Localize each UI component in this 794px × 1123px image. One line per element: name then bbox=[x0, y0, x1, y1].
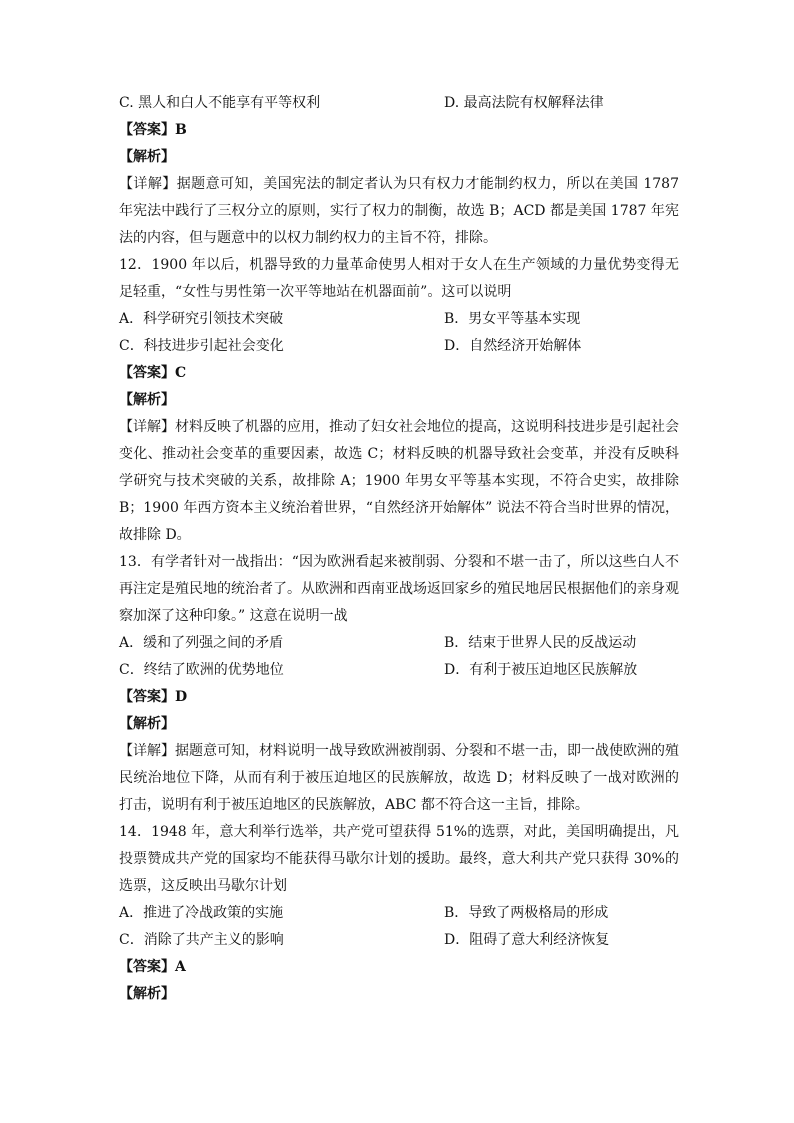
analysis-label: 【解析】 bbox=[119, 149, 175, 165]
option-d: D. 最高法院有权解释法律 bbox=[444, 95, 604, 111]
answer-line: 【答案】D bbox=[119, 689, 188, 705]
options-row bbox=[119, 657, 679, 684]
prev-options-row bbox=[119, 90, 679, 117]
option-b: B．男女平等基本实现 bbox=[444, 311, 581, 327]
analysis-label: 【解析】 bbox=[119, 986, 175, 1002]
answer-line: 【答案】B bbox=[119, 122, 187, 138]
exam-page bbox=[119, 90, 679, 1008]
option-a: A．缓和了列强之间的矛盾 bbox=[119, 635, 284, 651]
options-row bbox=[119, 900, 679, 927]
detail-paragraph: 【详解】据题意可知，美国宪法的制定者认为只有权力才能制约权力，所以在美国 1787 年宪法中践行了三权分立的原则，实行了权力的制衡，故选 B；ACD 都是美国 1787 年宪法的内容，但与题意中的以权力制约权力的主旨不符，排除。 bbox=[119, 176, 679, 246]
detail-paragraph: 【详解】材料反映了机器的应用，推动了妇女社会地位的提高，这说明科技进步是引起社会变化、推动社会变革的重要因素，故选 C；材料反映的机器导致社会变革，并没有反映科学研究与技术突破的关系，故排除 A；1900 年男女平等基本实现，不符合史实，故排除 B；1900 年西方资本主义统治着世界，“自然经济开始解体” 说法不符合当时世界的情况，故排除 D。 bbox=[119, 419, 679, 543]
options-row bbox=[119, 333, 679, 360]
option-a: A．推进了冷战政策的实施 bbox=[119, 905, 284, 921]
question-stem-12: 12．1900 年以后，机器导致的力量革命使男人相对于女人在生产领域的力量优势变得无足轻重，“女性与男性第一次平等地站在机器面前”。这可以说明 bbox=[119, 257, 679, 300]
options-row bbox=[119, 306, 679, 333]
options-row bbox=[119, 927, 679, 954]
option-d: D．有利于被压迫地区民族解放 bbox=[444, 662, 638, 678]
option-c: C．科技进步引起社会变化 bbox=[119, 338, 284, 354]
option-c: C．终结了欧洲的优势地位 bbox=[119, 662, 284, 678]
option-b: B．结束于世界人民的反战运动 bbox=[444, 635, 637, 651]
option-c: C. 黑人和白人不能享有平等权利 bbox=[119, 95, 321, 111]
question-stem-14: 14．1948 年，意大利举行选举，共产党可望获得 51%的选票，对此，美国明确提出，凡投票赞成共产党的国家均不能获得马歇尔计划的援助。最终，意大利共产党只获得 30%的选票，这反映出马歇尔计划 bbox=[119, 824, 679, 894]
option-d: D．阻碍了意大利经济恢复 bbox=[444, 932, 610, 948]
analysis-label: 【解析】 bbox=[119, 392, 175, 408]
answer-line: 【答案】C bbox=[119, 365, 187, 381]
option-a: A．科学研究引领技术突破 bbox=[119, 311, 284, 327]
option-d: D．自然经济开始解体 bbox=[444, 338, 582, 354]
question-stem-13: 13．有学者针对一战指出：“因为欧洲看起来被削弱、分裂和不堪一击了，所以这些白人不再注定是殖民地的统治者了。从欧洲和西南亚战场返回家乡的殖民地居民根据他们的亲身观察加深了这种印象。” 这意在说明一战 bbox=[119, 554, 679, 624]
detail-paragraph: 【详解】据题意可知，材料说明一战导致欧洲被削弱、分裂和不堪一击，即一战使欧洲的殖民统治地位下降，从而有利于被压迫地区的民族解放，故选 D；材料反映了一战对欧洲的打击，说明有利于被压迫地区的民族解放，ABC 都不符合这一主旨，排除。 bbox=[119, 743, 679, 813]
option-b: B．导致了两极格局的形成 bbox=[444, 905, 609, 921]
answer-line: 【答案】A bbox=[119, 959, 186, 975]
option-c: C．消除了共产主义的影响 bbox=[119, 932, 284, 948]
options-row bbox=[119, 630, 679, 657]
analysis-label: 【解析】 bbox=[119, 716, 175, 732]
